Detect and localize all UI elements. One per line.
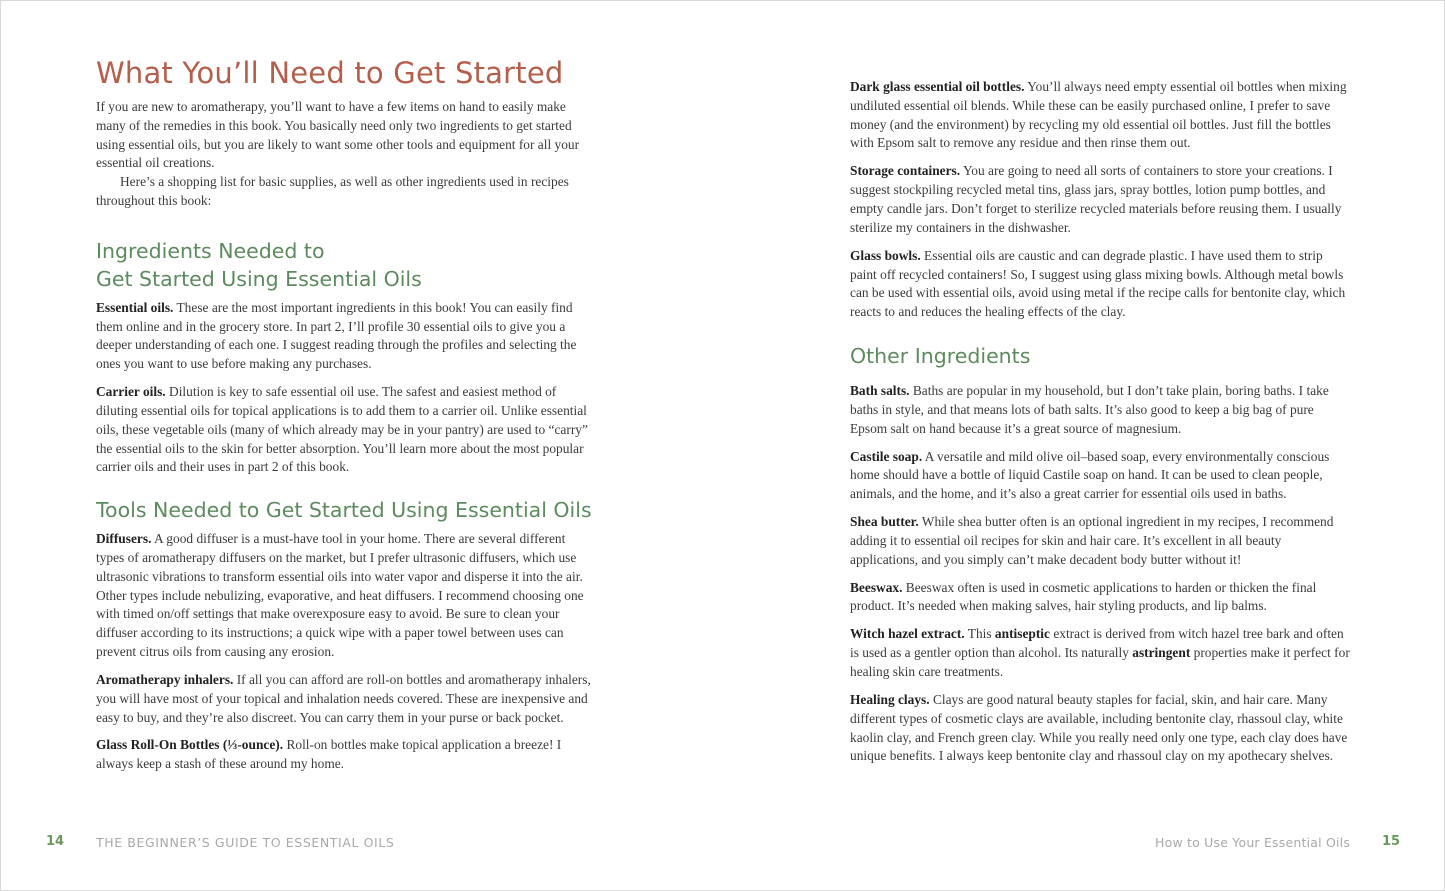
left-running-head: THE BEGINNER’S GUIDE TO ESSENTIAL OILS	[96, 835, 395, 850]
entry-text: These are the most important ingredients in this book! You can easily find them online and in the grocery store. In part 2, I’ll profile 30 essential oils to give you a deeper understanding of each one. I suggest reading through the profiles and selecting the ones you want to use before making any purchases.	[96, 299, 577, 372]
entry-text: Essential oils are caustic and can degrade plastic. I have used them to strip paint off recycled containers! So, I suggest using glass mixing bowls. Although metal bowls can be used with essential oils, avoid using metal if the recipe calls for bentonite clay, which reacts to and reduces the healing effects of the clay.	[850, 247, 1346, 320]
entry-text: Dilution is key to safe essential oil use. The safest and easiest method of diluting essential oils for topical applications is to add them to a carrier oil. Unlike essential oils, these vegetable oils (many of which already may be in your pantry) are used to “carry” the essential oils to the skin for better absorption. You’ll learn more about the most popular carrier oils and their uses in part 2 of this book.	[96, 384, 588, 475]
entry-healing-clays	[850, 691, 1350, 766]
entry-term: Witch hazel extract.	[850, 626, 965, 642]
entry-essential-oils	[96, 299, 596, 374]
entry-text: You’ll always need empty essential oil bottles when mixing undiluted essential oil blends. While these can be easily purchased online, I prefer to save money (and the environment) by recycling my old essential oil bottles. Just fill the bottles with Epsom salt to remove any residue and then rinse them out.	[850, 79, 1347, 151]
entry-dark-glass-bottles	[850, 78, 1350, 153]
entry-text: Beeswax often is used in cosmetic applications to harden or thicken the final product. It’s needed when making salves, hair styling products, and lip balms.	[850, 579, 1317, 614]
entry-rollon-bottles	[96, 736, 596, 774]
intro-block	[96, 98, 596, 211]
emphasis-antiseptic: antiseptic	[994, 626, 1050, 642]
entry-term: Diffusers.	[96, 531, 152, 547]
entry-term: Shea butter.	[850, 514, 919, 530]
entry-text: While shea butter often is an optional ingredient in my recipes, I recommend adding it to essential oil recipes for skin and hair care. It’s excellent in all beauty applications, and you simply can’t make decadent body butter without it!	[850, 514, 1334, 567]
right-page-column	[850, 78, 1350, 775]
entry-text: A good diffuser is a must-have tool in your home. There are several different types of aromatherapy diffusers on the market, but I prefer ultrasonic diffusers, which use ultrasonic vibrations to transform essential oils into water vapor and disperse it into the air. Other types include nebulizing, evaporative, and heat diffusers. I recommend choosing one with timed on/off settings that make overexposure easy to avoid. Be sure to clean your diffuser according to its instructions; a quick wipe with a paper towel between uses can prevent citrus oils from causing any erosion.	[96, 531, 584, 659]
entry-term: Storage containers.	[850, 163, 961, 179]
intro-paragraph-2: Here’s a shopping list for basic supplies, as well as other ingredients used in recipes throughout this book:	[96, 174, 569, 208]
entry-term: Beeswax.	[850, 579, 903, 595]
entry-text: You are going to need all sorts of containers to store your creations. I suggest stockpiling recycled metal tins, glass jars, spray bottles, lotion pump bottles, and empty candle jars. Don’t forget to sterilize recycled materials before reusing them. I usually sterilize my containers in the dishwasher.	[850, 163, 1342, 235]
entry-witch-hazel	[850, 625, 1350, 681]
tools-heading: Tools Needed to Get Started Using Essential Oils	[96, 498, 592, 523]
entry-term: Glass Roll-On Bottles (⅓-ounce).	[96, 737, 284, 753]
page-title: What You’ll Need to Get Started	[96, 56, 564, 90]
entry-inhalers	[96, 671, 596, 727]
entry-storage-containers	[850, 162, 1350, 237]
entry-term: Glass bowls.	[850, 247, 921, 263]
right-page-number: 15	[1382, 834, 1401, 849]
entry-text: This	[964, 626, 995, 642]
entry-term: Dark glass essential oil bottles.	[850, 79, 1025, 94]
left-page-column	[96, 55, 596, 783]
other-ingredients-heading: Other Ingredients	[850, 343, 1031, 368]
entry-text: If all you can afford are roll-on bottles and aromatherapy inhalers, you will have most of your topical and inhalation needs covered. These are inexpensive and easy to buy, and they’re also discreet. You can carry them in your purse or back pocket.	[96, 671, 591, 725]
entry-term: Carrier oils.	[96, 384, 166, 400]
entry-term: Essential oils.	[96, 299, 174, 315]
entry-diffusers	[96, 530, 596, 662]
ingredients-heading-line1: Ingredients Needed to	[96, 238, 325, 263]
right-running-head: How to Use Your Essential Oils	[1155, 835, 1351, 850]
entry-beeswax	[850, 579, 1350, 617]
intro-paragraph: If you are new to aromatherapy, you’ll want to have a few items on hand to easily make many of the remedies in this book. You basically need only two ingredients to get started using essential oils, but you are likely to want some other tools and equipment for all your essential oil creations.	[96, 99, 580, 171]
entry-term: Healing clays.	[850, 692, 930, 708]
entry-glass-bowls	[850, 247, 1350, 322]
entry-text: Baths are popular in my household, but I don’t take plain, boring baths. I take baths in style, and that means lots of bath salts. It’s also good to keep a big bag of pure Epsom salt on hand because it’s a great source of magnesium.	[850, 382, 1329, 436]
entry-carrier-oils	[96, 383, 596, 477]
ingredients-heading-line2: Get Started Using Essential Oils	[96, 266, 422, 291]
entry-shea-butter	[850, 513, 1350, 569]
entry-text: A versatile and mild olive oil–based soap, every environmentally conscious home should have a bottle of liquid Castile soap on hand. It can be used to clean people, animals, and the home, and it’s also a great carrier for essential oils used in baths.	[850, 448, 1330, 502]
entry-text: Roll-on bottles make topical application a breeze! I always keep a stash of these around my home.	[96, 737, 562, 772]
entry-term: Aromatherapy inhalers.	[96, 671, 234, 687]
entry-castile-soap	[850, 448, 1350, 504]
entry-text: Clays are good natural beauty staples for facial, skin, and hair care. Many different types of cosmetic clays are available, including bentonite clay, rhassoul clay, white kaolin clay, and French green clay. While you really need only one type, each clay does have unique benefits. I always keep bentonite clay and rhassoul clay on my apothecary shelves.	[850, 692, 1348, 764]
entry-term: Bath salts.	[850, 382, 910, 398]
ingredients-heading	[96, 237, 596, 293]
entry-bath-salts	[850, 382, 1350, 438]
left-page-number: 14	[46, 834, 65, 849]
entry-text: properties make it perfect for healing skin care treatments.	[850, 645, 1350, 680]
entry-text: extract is derived from witch hazel tree bark and often is used as a gentler option than alcohol. Its naturally	[850, 626, 1344, 661]
emphasis-astringent: astringent	[1132, 645, 1191, 661]
entry-term: Castile soap.	[850, 448, 923, 464]
